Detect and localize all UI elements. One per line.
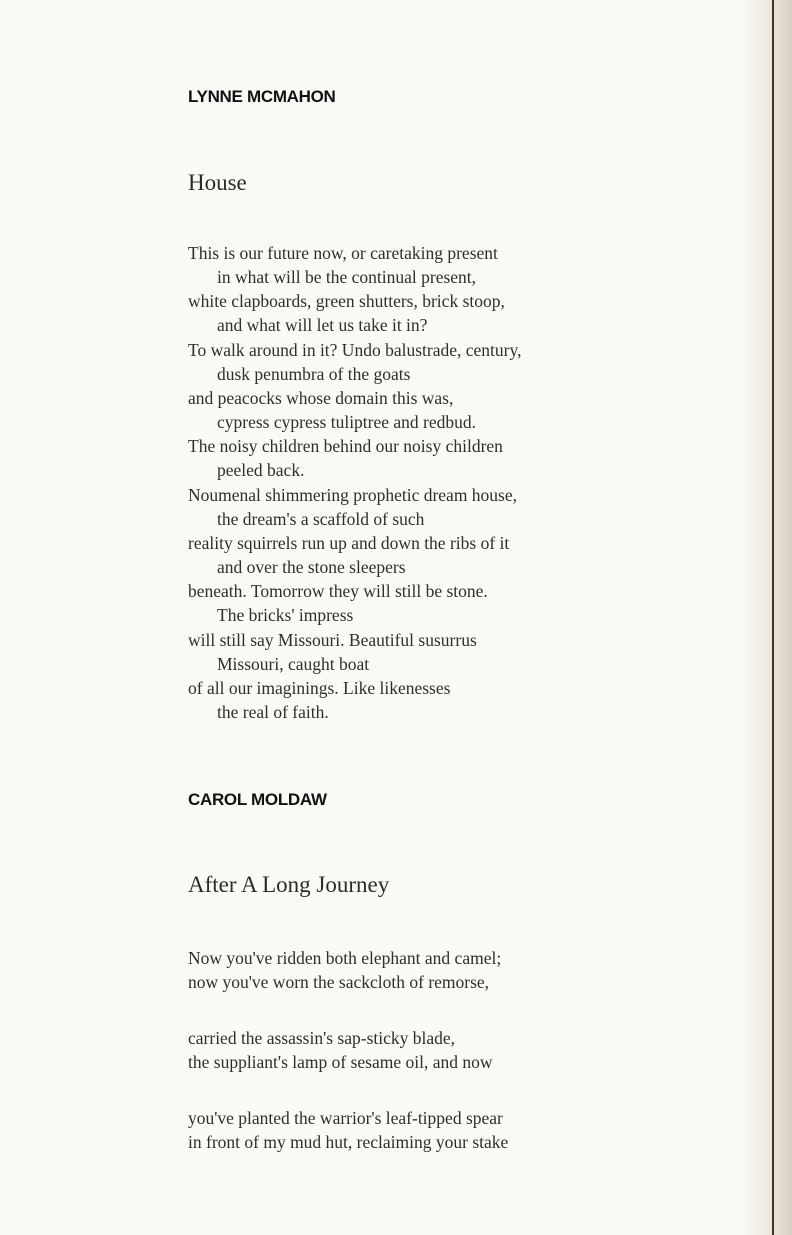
poem-line: will still say Missouri. Beautiful susurrus bbox=[188, 629, 477, 650]
binding-edge bbox=[772, 0, 774, 1235]
poem-line: reality squirrels run up and down the ribs of it bbox=[188, 532, 510, 553]
poem-line: in what will be the continual present, bbox=[217, 267, 477, 288]
poem-line: and over the stone sleepers bbox=[217, 557, 406, 578]
author-name: CAROL MOLDAW bbox=[188, 790, 327, 809]
poem-line: of all our imaginings. Like likenesses bbox=[188, 677, 451, 698]
poem-body bbox=[188, 241, 748, 724]
poem-line: Missouri, caught boat bbox=[217, 653, 370, 674]
poem-line: carried the assassin's sap-sticky blade, bbox=[188, 1028, 456, 1048]
poem-line: and peacocks whose domain this was, bbox=[188, 387, 454, 408]
poem-line: To walk around in it? Undo balustrade, century, bbox=[188, 339, 522, 360]
poem-line: beneath. Tomorrow they will still be stone. bbox=[188, 581, 488, 602]
poem-line: cypress cypress tuliptree and redbud. bbox=[217, 412, 477, 433]
poem-line: in front of my mud hut, reclaiming your stake bbox=[188, 1132, 509, 1152]
poem-line: the real of faith. bbox=[217, 701, 329, 722]
poem-line: Now you've ridden both elephant and camel; bbox=[188, 948, 502, 968]
poem-title: House bbox=[188, 170, 247, 195]
poem-line: and what will let us take it in? bbox=[217, 315, 428, 336]
poem-line: the dream's a scaffold of such bbox=[217, 508, 425, 529]
poem-line: now you've worn the sackcloth of remorse, bbox=[188, 972, 490, 992]
poem-body bbox=[188, 946, 748, 1154]
poem-line: The bricks' impress bbox=[217, 605, 354, 626]
poem-title: After A Long Journey bbox=[188, 872, 390, 897]
poem-line: the suppliant's lamp of sesame oil, and now bbox=[188, 1052, 493, 1072]
author-name: LYNNE MCMAHON bbox=[188, 87, 336, 106]
poem-line: The noisy children behind our noisy children bbox=[188, 436, 503, 457]
stanza-break bbox=[188, 994, 748, 1026]
poem-line: peeled back. bbox=[217, 460, 305, 481]
poem-line: dusk penumbra of the goats bbox=[217, 363, 411, 384]
poem-line: you've planted the warrior's leaf-tipped spear bbox=[188, 1108, 503, 1128]
poem-line: white clapboards, green shutters, brick stoop, bbox=[188, 291, 505, 312]
stanza-break bbox=[188, 1074, 748, 1106]
poem-line: Noumenal shimmering prophetic dream house, bbox=[188, 484, 518, 505]
poem-line: This is our future now, or caretaking present bbox=[188, 243, 498, 263]
